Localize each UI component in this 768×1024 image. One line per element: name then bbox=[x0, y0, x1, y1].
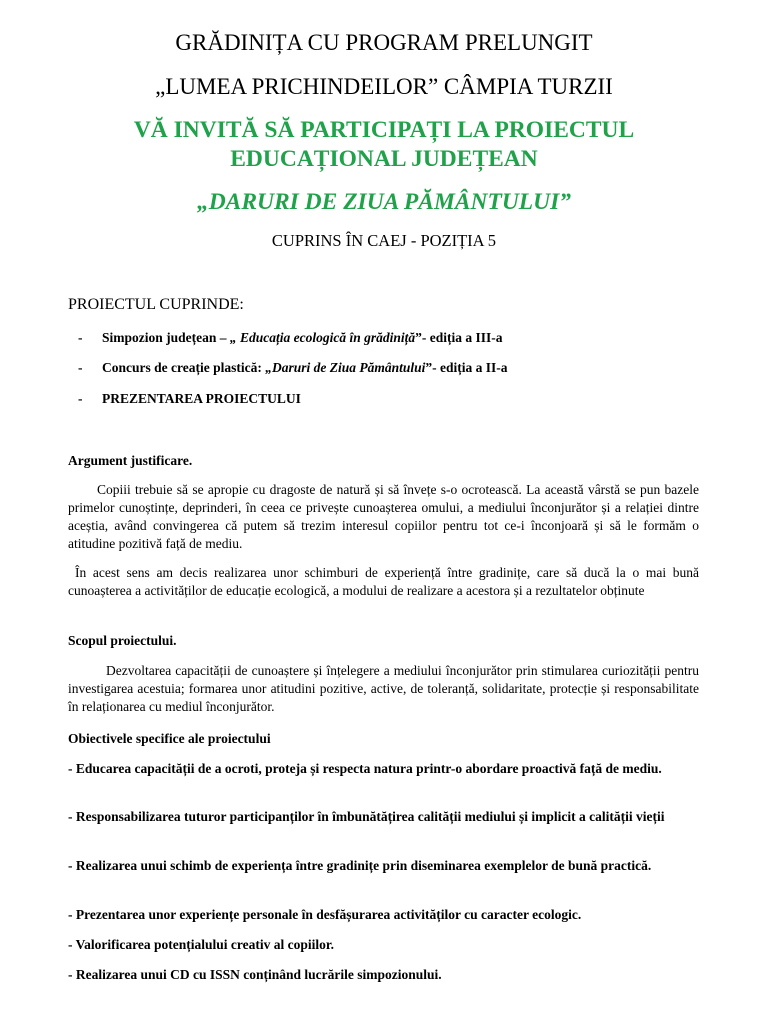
scope-paragraph: Dezvoltarea capacității de cunoaștere și înțelegere a mediului înconjurător prin stimularea curiozității pentru investigarea acestuia; formarea unor atitudini pozitive, active, de toleranță, solidaritate, protecție și responsabilitate în relaționarea cu mediul înconjurător. bbox=[68, 663, 699, 714]
item-suffix: ”- ediția a III-a bbox=[415, 330, 503, 345]
item-suffix: ”- ediția a II-a bbox=[425, 360, 508, 375]
caej-position: CUPRINS ÎN CAEJ - POZIȚIA 5 bbox=[271, 231, 497, 250]
kindergarten-name-line2: „LUMEA PRICHINDEILOR” CÂMPIA TURZII bbox=[155, 74, 613, 99]
item-prefix: PREZENTAREA PROIECTULUI bbox=[102, 391, 301, 406]
item-emphasis: „Daruri de Ziua Pământului bbox=[265, 360, 426, 375]
item-prefix: Concurs de creație plastică: bbox=[102, 360, 266, 375]
objective-item: - Realizarea unui CD cu ISSN conținând lucrările simpozionului. bbox=[68, 967, 442, 982]
objective-item: - Prezentarea unor experiențe personale în desfășurarea activităților cu caracter ecologic. bbox=[68, 907, 582, 922]
argument-paragraph-2: În acest sens am decis realizarea unor schimburi de experiență între gradinițe, care să ducă la o mai bună cunoașterea a activităților de educație ecologică, a modului de realizare a acestora și a rezultatelor obținute bbox=[68, 565, 699, 598]
objective-item: - Realizarea unui schimb de experiența între gradinițe prin diseminarea exemplelor de bună practică. bbox=[68, 858, 652, 873]
kindergarten-name-line1: GRĂDINIȚA CU PROGRAM PRELUNGIT bbox=[175, 30, 593, 55]
scope-heading: Scopul proiectului. bbox=[68, 633, 177, 648]
bullet-dash: - bbox=[78, 360, 83, 375]
invitation-line2: EDUCAȚIONAL JUDEȚEAN bbox=[230, 146, 538, 172]
bullet-dash: - bbox=[78, 330, 83, 345]
argument-paragraph-1: Copiii trebuie să se apropie cu dragoste de natură și să învețe s-o ocrotească. La această vârstă se pun bazele primelor cunoștințe, deprinderi, în ceea ce privește cunoașterea omului, a mediului înconjurător și a relației dintre aceștia, având convingerea că putem să trezim interesul copiilor pentru tot ce-i înconjoară și să le formăm o atitudine pozitivă față de mediu. bbox=[68, 482, 699, 551]
objectives-heading: Obiectivele specifice ale proiectului bbox=[68, 731, 271, 746]
project-name: „DARURI DE ZIUA PĂMÂNTULUI” bbox=[196, 189, 572, 215]
objective-item: - Educarea capacității de a ocroti, proteja și respecta natura printr-o abordare proactivă față de mediu. bbox=[68, 761, 662, 776]
bullet-dash: - bbox=[78, 391, 83, 406]
objective-item: - Valorificarea potențialului creativ al copiilor. bbox=[68, 937, 334, 952]
argument-heading: Argument justificare. bbox=[68, 453, 193, 468]
invitation-line1: VĂ INVITĂ SĂ PARTICIPAȚI LA PROIECTUL bbox=[133, 117, 635, 143]
item-prefix: Simpozion județean – bbox=[102, 330, 230, 345]
objective-item: - Responsabilizarea tuturor participanților în îmbunătățirea calității mediului și implicit a calității vieții bbox=[68, 809, 665, 824]
item-emphasis: „ Educația ecologică în grădiniță bbox=[229, 330, 416, 345]
contents-title: PROIECTUL CUPRINDE: bbox=[68, 296, 244, 313]
